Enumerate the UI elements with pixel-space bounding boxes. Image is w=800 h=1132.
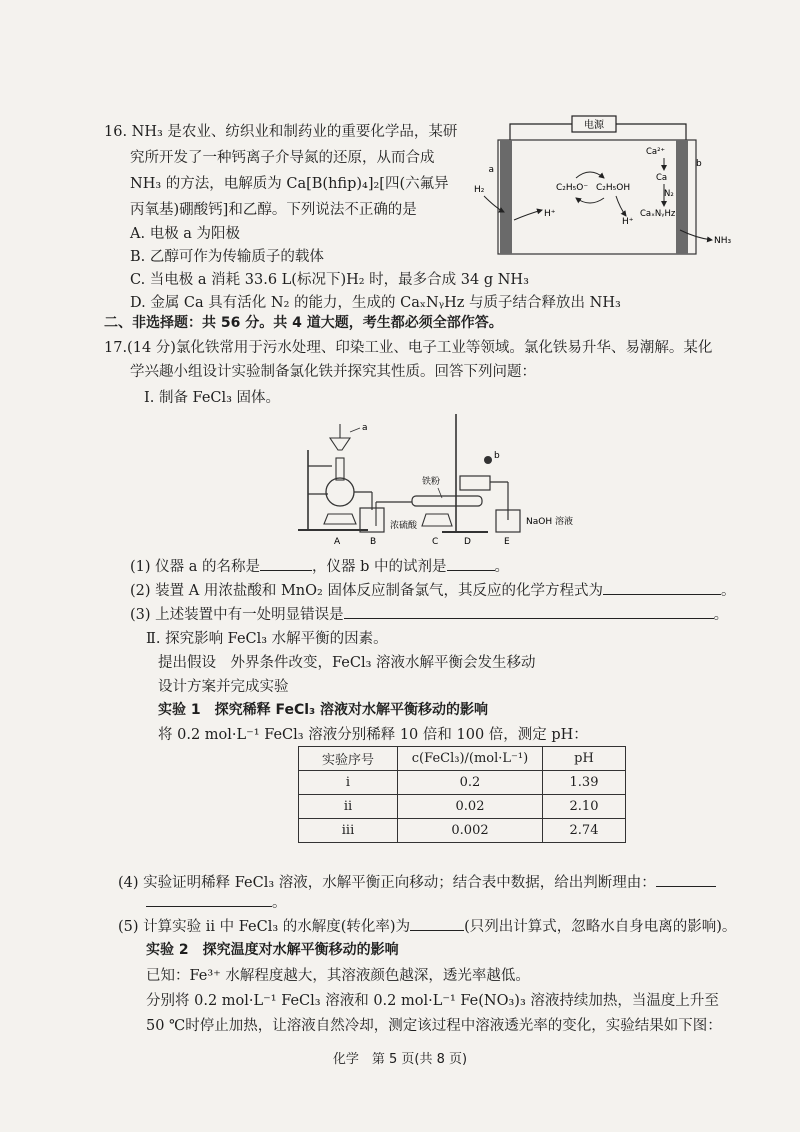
q16-option-b: B. 乙醇可作为传输质子的载体	[130, 249, 324, 265]
hypothesis-text: 提出假设 外界条件改变，FeCl₃ 溶液水解平衡会发生移动	[158, 655, 536, 671]
label-A: A	[334, 537, 341, 546]
page-footer: 化学 第 5 页(共 8 页)	[332, 1052, 468, 1067]
q17-sub1-text-b: ，仪器 b 中的试剂是	[312, 559, 447, 575]
table-cell: i	[299, 771, 398, 795]
burner-c	[422, 514, 452, 526]
reaction-tube-c	[412, 496, 482, 506]
q16-option-d: D. 金属 Ca 具有活化 N₂ 的能力，生成的 CaₓNᵧHz 与质子结合释放出 NH₃	[130, 295, 621, 311]
electrolysis-diagram	[468, 112, 740, 262]
answer-blank-1b[interactable]	[447, 556, 495, 572]
table-header: c(FeCl₃)/(mol·L⁻¹)	[398, 747, 543, 771]
section-2-heading: 二、非选择题：共 56 分。共 4 道大题，考生都必须全部作答。	[104, 315, 503, 331]
q17-sub1-end: 。	[494, 559, 510, 575]
table-cell: 1.39	[543, 771, 626, 795]
experiment-2-title: 实验 2 探究温度对水解平衡移动的影响	[146, 942, 399, 958]
known-info: 已知：Fe³⁺ 水解程度越大，其溶液颜色越深，透光率越低。	[146, 968, 530, 984]
round-bottom-flask	[326, 478, 354, 506]
ethanol-label: C₂H₅OH	[596, 183, 631, 193]
label-a: a	[362, 423, 368, 433]
q17-sub3-end: 。	[713, 607, 729, 623]
table-cell: 2.10	[543, 795, 626, 819]
table-row	[299, 771, 626, 795]
answer-blank-5[interactable]	[410, 916, 464, 932]
label-B: B	[370, 537, 377, 546]
table-cell: iii	[299, 819, 398, 843]
q17-sub1	[130, 555, 509, 576]
gas-washing-bottle-b	[360, 508, 384, 532]
q17-sub4-end: 。	[272, 895, 287, 911]
experiment-1-title: 实验 1 探究稀释 FeCl₃ 溶液对水解平衡移动的影响	[158, 702, 489, 718]
q16-stem-line2: 究所开发了一种钙离子介导氮的还原，从而合成	[130, 150, 435, 166]
q17-intro-line1: 17.(14 分)氯化铁常用于污水处理、印染工业、电子工业等领域。氯化铁易升华、易潮解。某化	[104, 340, 713, 356]
experiment-2-line1: 分别将 0.2 mol·L⁻¹ FeCl₃ 溶液和 0.2 mol·L⁻¹ Fe(NO₃)₃ 溶液持续加热，当温度上升至	[146, 993, 719, 1009]
experiment-1-description: 将 0.2 mol·L⁻¹ FeCl₃ 溶液分别稀释 10 倍和 100 倍，测定 pH：	[158, 727, 588, 743]
q17-sub1-text-a: (1) 仪器 a 的名称是	[130, 559, 261, 575]
q17-sub2-end: 。	[720, 583, 736, 599]
n2-label: N₂	[664, 189, 674, 199]
label-iron-powder: 铁粉	[422, 477, 441, 487]
q17-sub3	[130, 603, 728, 624]
table-header: 实验序号	[299, 747, 398, 771]
burner-a	[324, 514, 356, 524]
ca2-label: Ca²⁺	[646, 147, 666, 157]
nh3-product-label: NH₃	[714, 236, 732, 246]
electrode-b	[676, 140, 688, 254]
table-cell: 2.74	[543, 819, 626, 843]
q17-sub4	[118, 871, 716, 892]
hplus-right-label: H⁺	[622, 217, 634, 227]
q16-option-a: A. 电极 a 为阳极	[130, 226, 241, 242]
collector-d	[460, 476, 490, 490]
q17-sub4-cont	[146, 891, 287, 912]
q17-sub4-text: (4) 实验证明稀释 FeCl₃ 溶液，水解平衡正向移动；结合表中数据，给出判断理由：	[118, 875, 656, 891]
power-source-label: 电源	[584, 120, 604, 131]
table-cell: ii	[299, 795, 398, 819]
answer-blank-4b[interactable]	[146, 892, 272, 908]
q17-sub5-text-b: (只列出计算式，忽略水自身电离的影响)。	[464, 919, 737, 935]
q17-part2-heading: Ⅱ. 探究影响 FeCl₃ 水解平衡的因素。	[146, 631, 388, 647]
ca-label: Ca	[656, 173, 668, 183]
table-cell: 0.02	[398, 795, 543, 819]
q16-stem-line1: 16. NH₃ 是农业、纺织业和制药业的重要化学品，某研	[104, 124, 458, 140]
label-E: E	[504, 537, 510, 546]
experiment-2-line2: 50 ℃时停止加热，让溶液自然冷却，测定该过程中溶液透光率的变化，实验结果如下图：	[146, 1018, 722, 1034]
table-cell: 0.002	[398, 819, 543, 843]
electrode-a	[500, 140, 512, 254]
table-row	[299, 819, 626, 843]
ethoxide-label: C₂H₅O⁻	[556, 183, 589, 193]
q17-part1-heading: Ⅰ. 制备 FeCl₃ 固体。	[144, 390, 281, 406]
funnel-a	[330, 438, 350, 450]
q16-stem-line3: NH₃ 的方法，电解质为 Ca[B(hfip)₄]₂[四(六氟异	[130, 176, 449, 192]
q17-sub5	[118, 915, 736, 936]
q17-intro-line2: 学兴趣小组设计实验制备氯化铁并探究其性质。回答下列问题：	[130, 364, 536, 380]
label-conc-h2so4: 浓硫酸	[390, 521, 418, 531]
table-header-row	[299, 747, 626, 771]
label-D: D	[464, 537, 471, 546]
answer-blank-4a[interactable]	[656, 872, 716, 888]
hplus-left-label: H⁺	[544, 209, 556, 219]
dilution-ph-table	[298, 746, 626, 843]
label-b: b	[494, 451, 500, 461]
electrode-b-label: b	[696, 159, 702, 169]
q16-option-c: C. 当电极 a 消耗 33.6 L(标况下)H₂ 时，最多合成 34 g NH₃	[130, 272, 529, 288]
label-C: C	[432, 537, 439, 546]
table-row	[299, 795, 626, 819]
caxnyhz-label: CaₓNᵧHz	[640, 209, 676, 219]
q17-sub2	[130, 579, 735, 600]
q16-stem-line4: 丙氧基)硼酸钙]和乙醇。下列说法不正确的是	[130, 202, 417, 218]
q17-sub5-text-a: (5) 计算实验 ii 中 FeCl₃ 的水解度(转化率)为	[118, 919, 411, 935]
answer-blank-1a[interactable]	[260, 556, 312, 572]
answer-blank-3[interactable]	[344, 604, 714, 620]
h2-label: H₂	[474, 185, 485, 195]
tube-b	[484, 456, 492, 464]
label-naoh: NaOH 溶液	[526, 517, 573, 527]
table-header: pH	[543, 747, 626, 771]
q17-sub3-text: (3) 上述装置中有一处明显错误是	[130, 607, 344, 623]
answer-blank-2[interactable]	[603, 580, 721, 596]
electrode-a-label: a	[488, 165, 494, 175]
apparatus-diagram	[292, 410, 622, 546]
design-text: 设计方案并完成实验	[158, 679, 289, 695]
table-cell: 0.2	[398, 771, 543, 795]
q17-sub2-text: (2) 装置 A 用浓盐酸和 MnO₂ 固体反应制备氯气，其反应的化学方程式为	[130, 583, 603, 599]
